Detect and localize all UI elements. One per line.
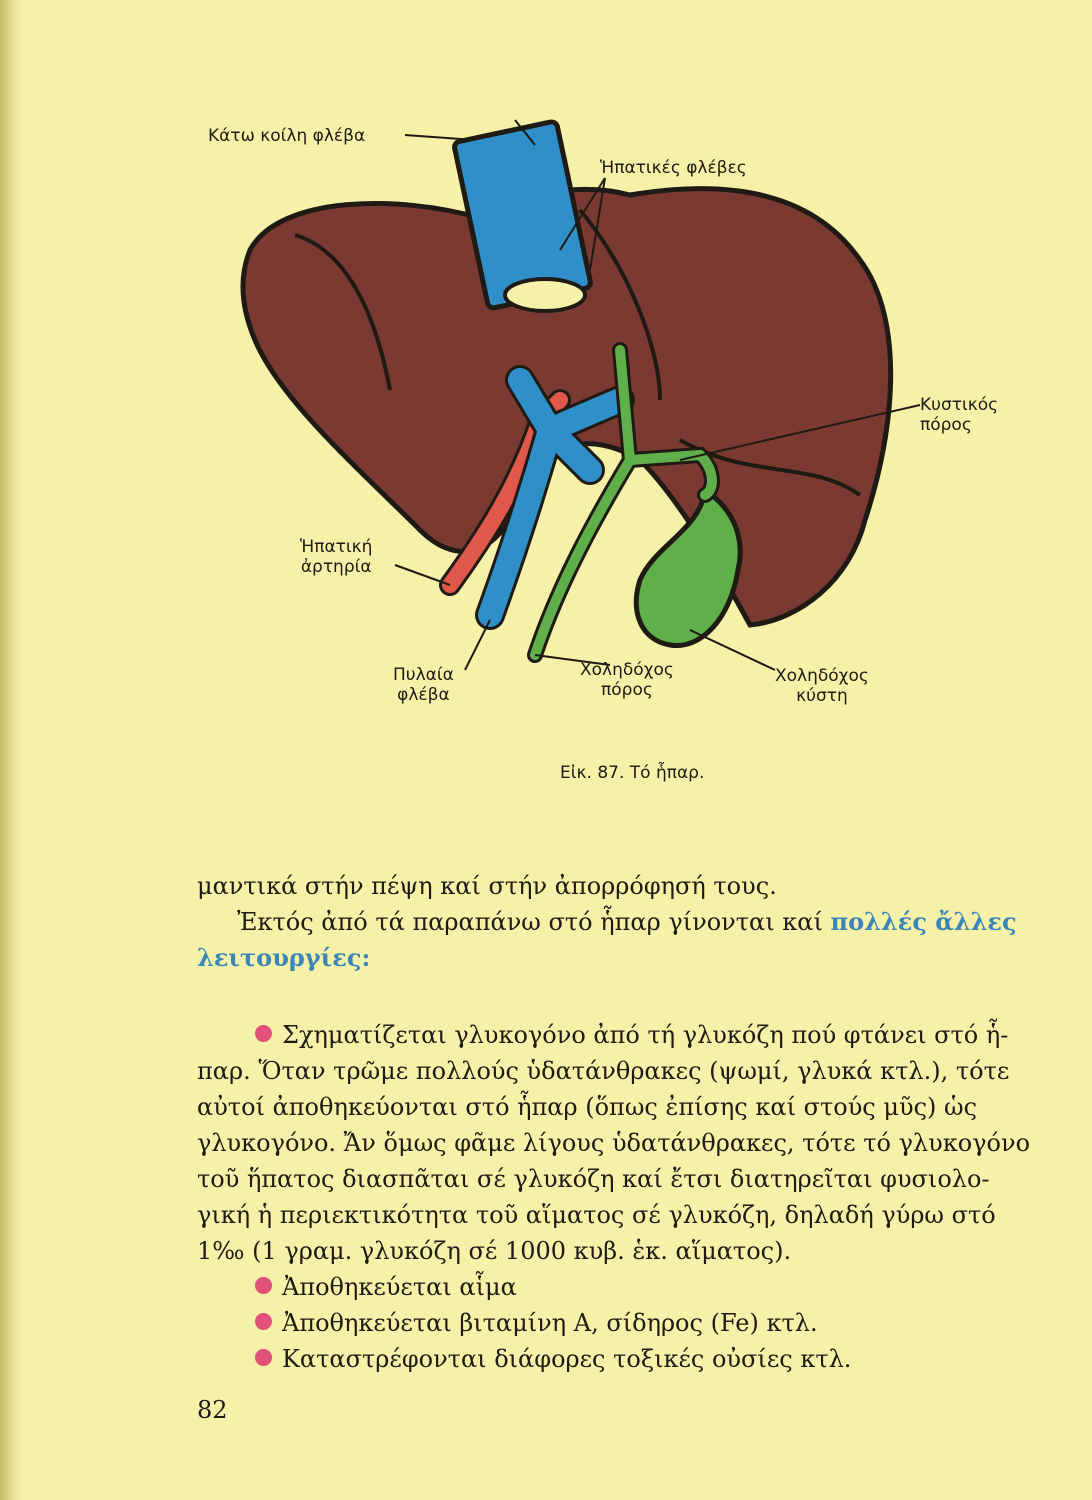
functions-list — [197, 1017, 1037, 1377]
label-hepatic-artery: Ἡπατική ἀρτηρία — [300, 537, 373, 577]
list-item-glycogen-line: αὐτοί ἀποθηκεύονται στό ἧπαρ (ὅπως ἐπίσης καί στούς μῦς) ὡς — [197, 1093, 978, 1121]
list-item-blood — [197, 1269, 1037, 1305]
list-item-text: Καταστρέφονται διάφορες τοξικές οὐσίες κτλ. — [282, 1345, 852, 1373]
page-gutter-shadow — [0, 0, 22, 1500]
highlight-other-functions: πολλές ἄλλες — [830, 907, 1017, 936]
liver-figure — [160, 100, 999, 740]
list-item-vitamin — [197, 1305, 1037, 1341]
text-line-2 — [197, 904, 1037, 940]
bullet-dot — [255, 1349, 272, 1366]
bullet-dot — [255, 1025, 272, 1042]
label-bile-duct: Χοληδόχος πόρος — [580, 660, 674, 700]
list-item-glycogen-line: παρ. Ὅταν τρῶμε πολλούς ὑδατάνθρακες (ψωμί, γλυκά κτλ.), τότε — [197, 1057, 1010, 1085]
liver-illustration — [160, 100, 940, 740]
label-vena-cava: Κάτω κοίλη φλέβα — [208, 126, 366, 146]
page-number: 82 — [197, 1396, 228, 1424]
text-line-2-lead: Ἐκτός ἀπό τά παραπάνω στό ἧπαρ γίνονται καί — [237, 908, 823, 936]
list-item-text: Σχηματίζεται γλυκογόνο ἀπό τή γλυκόζη πού φτάνει στό ἧ- — [282, 1021, 1009, 1049]
label-gallbladder: Χοληδόχος κύστη — [775, 666, 869, 706]
label-cystic-duct: Κυστικός πόρος — [920, 395, 999, 435]
list-item-glycogen — [197, 1017, 1037, 1053]
list-item-glycogen-line: γλυκογόνο. Ἄν ὅμως φᾶμε λίγους ὑδατάνθρακες, τότε τό γλυκογόνο — [197, 1129, 1031, 1157]
highlight-functions: λειτουργίες: — [197, 943, 371, 972]
bullet-dot — [255, 1313, 272, 1330]
list-item-toxins — [197, 1341, 1037, 1377]
text-line-1: μαντικά στήν πέψη καί στήν ἀπορρόφησή τους. — [197, 872, 777, 900]
list-item-text: Ἀποθηκεύεται αἷμα — [282, 1273, 517, 1301]
list-item-glycogen-line: τοῦ ἥπατος διασπᾶται σέ γλυκόζη καί ἔτσι διατηρεῖται φυσιολο- — [197, 1165, 990, 1193]
figure-caption: Εἰκ. 87. Τό ἧπαρ. — [560, 763, 705, 783]
list-item-glycogen-line: γική ἡ περιεκτικότητα τοῦ αἵματος σέ γλυκόζη, δηλαδή γύρω στό — [197, 1201, 996, 1229]
list-item-glycogen-line: 1‰ (1 γραμ. γλυκόζη σέ 1000 κυβ. ἑκ. αἵματος). — [197, 1237, 792, 1265]
bullet-dot — [255, 1277, 272, 1294]
intro-text — [197, 868, 1037, 976]
list-item-text: Ἀποθηκεύεται βιταμίνη Α, σίδηρος (Fe) κτλ. — [282, 1309, 818, 1337]
label-hepatic-veins: Ἡπατικές φλέβες — [600, 158, 747, 178]
label-portal-vein: Πυλαία φλέβα — [393, 665, 454, 705]
